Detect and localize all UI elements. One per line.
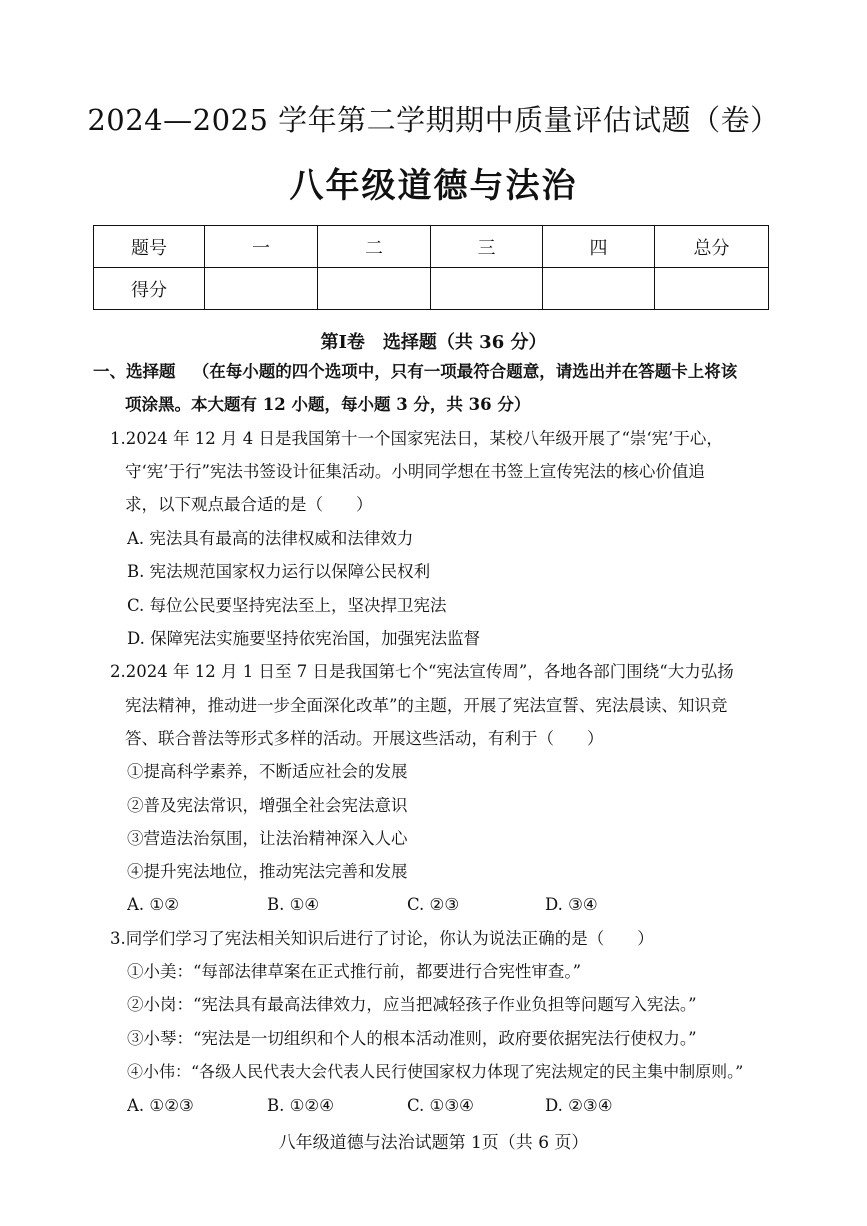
score-input-cell [318, 268, 431, 310]
page-footer: 八年级道德与法治试题第 1页（共 6 页） [278, 1133, 589, 1153]
part-heading: 一、选择题 [93, 362, 176, 381]
subject-title: 八年级道德与法治 [289, 166, 578, 206]
question-3-choice-c: C. ①③④ [407, 1096, 474, 1115]
score-input-cell [205, 268, 318, 310]
question-1-option-d: D. 保障宪法实施要坚持依宪治国，加强宪法监督 [127, 629, 481, 648]
score-table-cell: 总分 [655, 226, 769, 268]
question-3-item-4: ④小伟：“各级人民代表大会代表人民行使国家权力体现了宪法规定的民主集中制原则。” [127, 1062, 744, 1081]
question-2-item-3: ③营造法治氛围，让法治精神深入人心 [127, 829, 408, 848]
question-2-stem-line: 2.2024 年 12 月 1 日至 7 日是我国第七个“宪法宣传周”，各地各部门围绕“大力弘扬 [110, 662, 734, 681]
question-3-item-1: ①小美：“每部法律草案在正式推行前，都要进行合宪性审查。” [127, 962, 582, 981]
part-description-cont: 项涂黑。本大题有 12 小题，每小题 3 分，共 36 分） [125, 395, 531, 414]
score-table-cell: 题号 [94, 226, 205, 268]
question-2-stem-line: 宪法精神，推动进一步全面深化改革”的主题，开展了宪法宣誓、宪法晨读、知识竞 [125, 696, 728, 715]
question-2-item-2: ②普及宪法常识，增强全社会宪法意识 [127, 796, 408, 815]
score-table-cell: 四 [543, 226, 655, 268]
question-2-item-4: ④提升宪法地位，推动宪法完善和发展 [127, 862, 408, 881]
question-1-stem-line: 守‘宪’于行”宪法书签设计征集活动。小明同学想在书签上宣传宪法的核心价值追 [125, 462, 705, 481]
question-1-stem-line: 求，以下观点最合适的是（ ） [125, 495, 373, 514]
question-2-choice-b: B. ①④ [267, 895, 320, 914]
question-3-item-2: ②小岗：“宪法具有最高法律效力，应当把减轻孩子作业负担等问题写入宪法。” [127, 995, 697, 1014]
question-3-choice-d: D. ②③④ [545, 1096, 613, 1115]
score-table-cell: 得分 [94, 268, 205, 310]
question-2-choice-a: A. ①② [127, 895, 179, 914]
question-1-option-a: A. 宪法具有最高的法律权威和法律效力 [127, 529, 414, 548]
score-input-cell [655, 268, 769, 310]
question-3-choice-b: B. ①②④ [267, 1096, 334, 1115]
section-title: 第Ⅰ卷 选择题（共 36 分） [320, 332, 547, 353]
question-1-option-c: C. 每位公民要坚持宪法至上，坚决捍卫宪法 [127, 596, 447, 615]
part-description: （在每小题的四个选项中，只有一项最符合题意，请选出并在答题卡上将该 [192, 362, 738, 381]
score-table-score-row [94, 268, 769, 310]
question-2-choices [127, 893, 727, 917]
part-heading-line [93, 360, 737, 384]
question-3-choices [127, 1094, 727, 1118]
score-table-cell: 一 [205, 226, 318, 268]
question-1-option-b: B. 宪法规范国家权力运行以保障公民权利 [127, 562, 431, 581]
score-table-cell: 三 [431, 226, 543, 268]
score-table [93, 225, 769, 310]
question-2-item-1: ①提高科学素养，不断适应社会的发展 [127, 762, 408, 781]
question-3-item-3: ③小琴：“宪法是一切组织和个人的根本活动准则，政府要依据宪法行使权力。” [127, 1029, 697, 1048]
score-input-cell [431, 268, 543, 310]
score-table-header-row [94, 226, 769, 268]
question-2-choice-c: C. ②③ [407, 895, 460, 914]
question-3-choice-a: A. ①②③ [127, 1096, 194, 1115]
question-1-stem-line: 1.2024 年 12 月 4 日是我国第十一个国家宪法日，某校八年级开展了“崇‘宪’于心， [110, 429, 723, 448]
score-table-cell: 二 [318, 226, 431, 268]
exam-title: 2024—2025 学年第二学期期中质量评估试题（卷） [87, 103, 780, 137]
question-3-stem-line: 3.同学们学习了宪法相关知识后进行了讨论，你认为说法正确的是（ ） [110, 929, 654, 948]
score-input-cell [543, 268, 655, 310]
question-2-stem-line: 答、联合普法等形式多样的活动。开展这些活动，有利于（ ） [125, 729, 604, 748]
question-2-choice-d: D. ③④ [545, 895, 598, 914]
